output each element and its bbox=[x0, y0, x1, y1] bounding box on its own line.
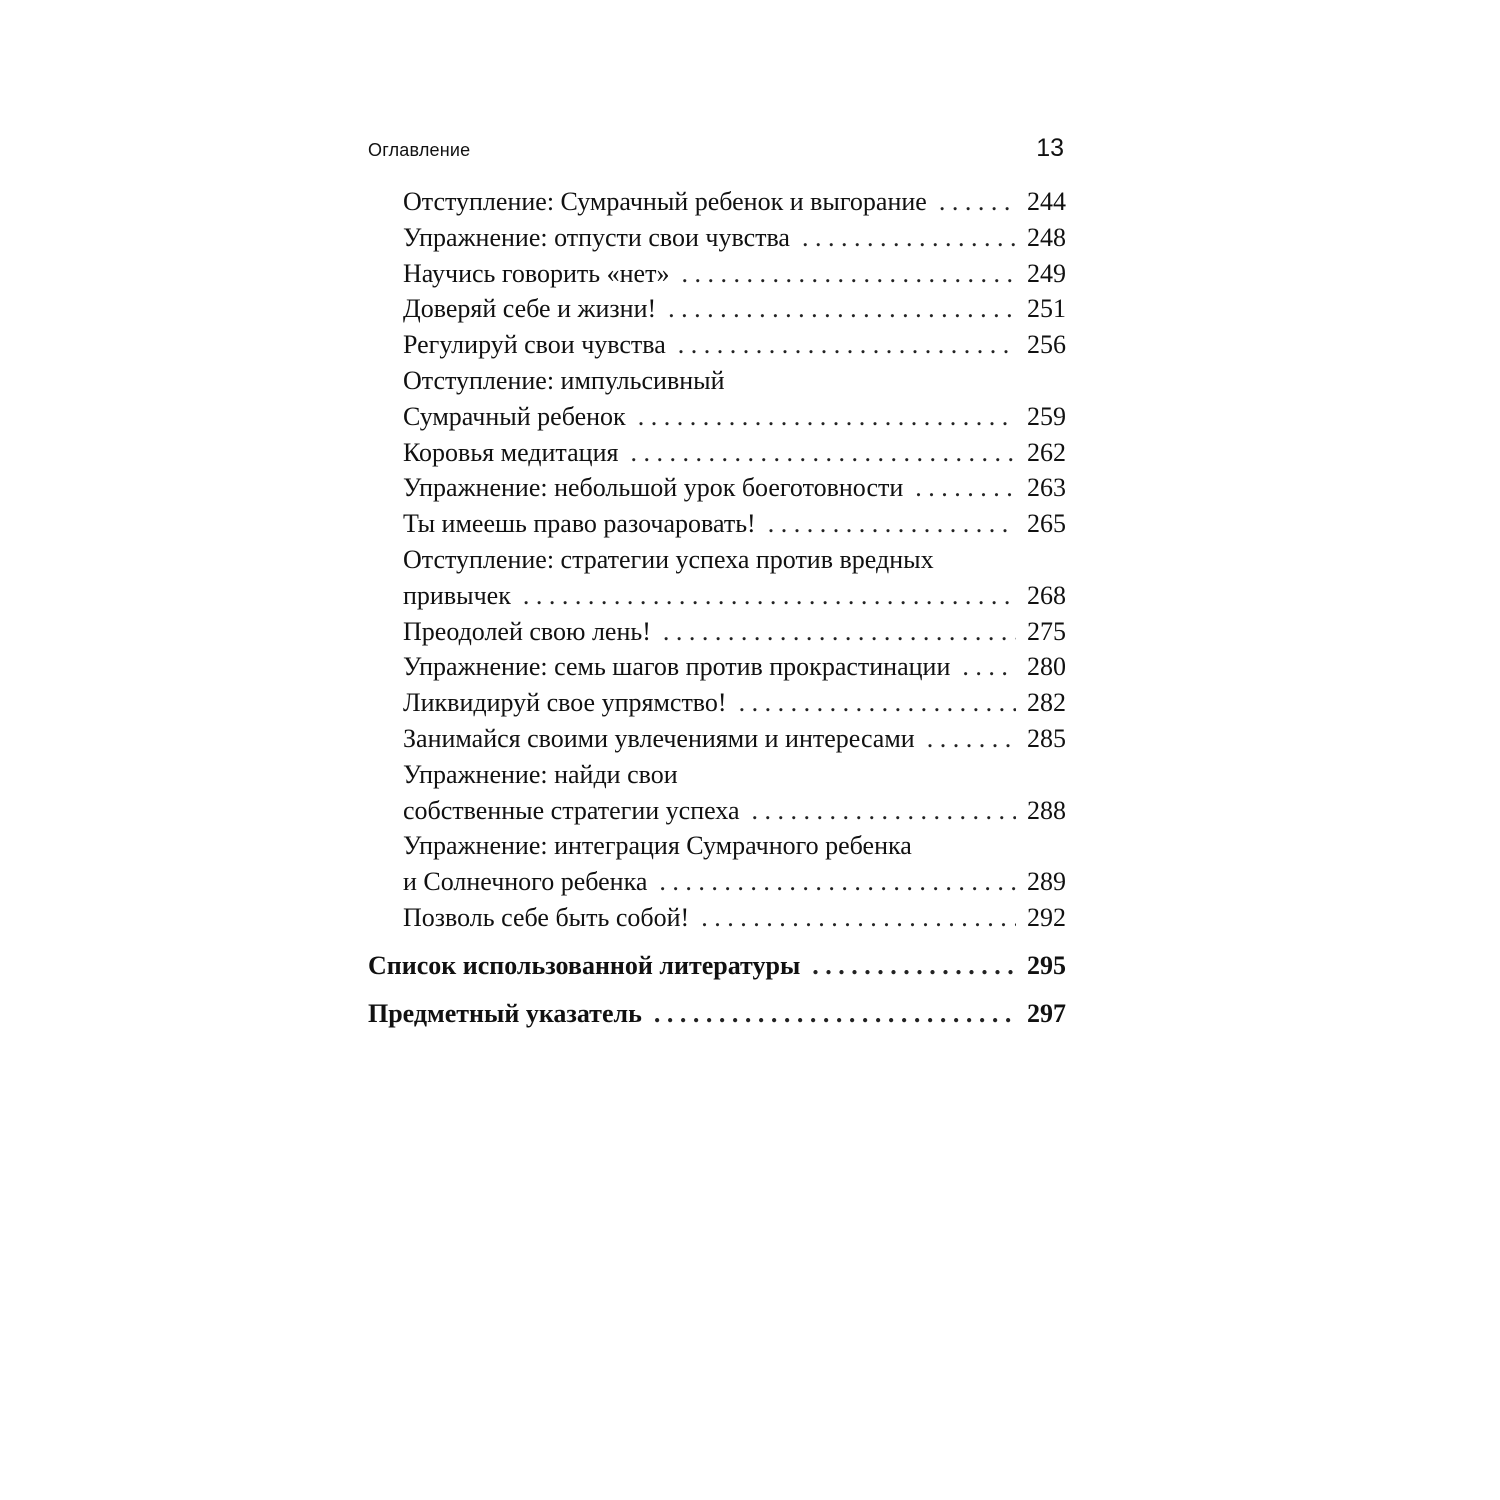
dot-leader bbox=[523, 578, 1016, 614]
toc-entry-page: 262 bbox=[1027, 437, 1066, 467]
toc-entry-title: и Солнечного ребенка bbox=[403, 867, 648, 897]
toc-entry-title: Регулируй свои чувства bbox=[403, 330, 666, 360]
toc-entry bbox=[368, 220, 1066, 256]
toc-entry-title: Упражнение: семь шагов против прокрастинации bbox=[403, 652, 951, 682]
toc-entry-page: 288 bbox=[1027, 795, 1066, 825]
dot-leader bbox=[638, 399, 1016, 435]
toc-entry-title: Отступление: Сумрачный ребенок и выгорание bbox=[403, 187, 927, 216]
dot-leader bbox=[630, 435, 1016, 471]
toc-entry bbox=[368, 649, 1066, 685]
toc-entry-page: 265 bbox=[1027, 509, 1066, 539]
toc-entry-title: Коровья медитация bbox=[403, 437, 619, 467]
toc-entry-title: Упражнение: отпусти свои чувства bbox=[403, 222, 790, 252]
toc-entry-title: Преодолей свою лень! bbox=[403, 616, 651, 646]
toc-major-entry-title: Предметный указатель bbox=[368, 998, 642, 1028]
toc-entry bbox=[368, 864, 1066, 900]
toc-entry-page: 251 bbox=[1027, 294, 1066, 324]
dot-leader bbox=[701, 900, 1016, 936]
toc-entry-first-line: Отступление: импульсивный bbox=[403, 365, 725, 395]
toc-entry bbox=[368, 900, 1066, 936]
toc-entry-title: собственные стратегии успеха bbox=[403, 795, 740, 825]
dot-leader bbox=[739, 685, 1016, 721]
toc-entry-page: 249 bbox=[1027, 258, 1066, 288]
toc-entry bbox=[368, 399, 1066, 435]
toc-entry bbox=[368, 721, 1066, 757]
toc-entry-first-line: Отступление: стратегии успеха против вредных bbox=[403, 544, 934, 574]
toc-entry-page: 275 bbox=[1027, 616, 1066, 646]
toc-major-entry bbox=[368, 948, 1066, 984]
toc-entry-title: Ты имеешь право разочаровать! bbox=[403, 509, 756, 539]
dot-leader bbox=[668, 291, 1016, 327]
dot-leader bbox=[663, 614, 1016, 650]
dot-leader bbox=[802, 220, 1016, 256]
toc-entry-title: Доверяй себе и жизни! bbox=[403, 294, 657, 324]
toc-entry-title: Научись говорить «нет» bbox=[403, 258, 670, 288]
toc-entry-page: 263 bbox=[1027, 473, 1066, 503]
dot-leader bbox=[654, 996, 1016, 1032]
dot-leader bbox=[768, 506, 1016, 542]
toc-entry bbox=[368, 578, 1066, 614]
dot-leader bbox=[915, 470, 1016, 506]
toc-entry-page: 248 bbox=[1027, 222, 1066, 252]
toc-entry-title: привычек bbox=[403, 580, 511, 610]
toc-entry-title: Упражнение: небольшой урок боеготовности bbox=[403, 473, 904, 503]
dot-leader bbox=[939, 184, 1016, 220]
toc-entry-page: 285 bbox=[1027, 723, 1066, 753]
toc-major-entry bbox=[368, 996, 1066, 1032]
toc-entry bbox=[368, 435, 1066, 471]
toc-entry bbox=[368, 614, 1066, 650]
dot-leader bbox=[927, 721, 1016, 757]
toc-major-entry-page: 295 bbox=[1027, 950, 1066, 980]
dot-leader bbox=[752, 793, 1016, 829]
toc-entry-title: Ликвидируй свое упрямство! bbox=[403, 688, 727, 718]
toc-entry-page: 282 bbox=[1027, 688, 1066, 718]
book-page bbox=[368, 132, 1066, 1031]
running-head bbox=[368, 132, 1066, 176]
toc-entry-title: Позволь себе быть собой! bbox=[403, 902, 690, 932]
table-of-contents bbox=[368, 184, 1066, 1031]
toc-entry-page: 256 bbox=[1027, 330, 1066, 360]
toc-entry-page: 289 bbox=[1027, 867, 1066, 897]
toc-entry bbox=[368, 256, 1066, 292]
dot-leader bbox=[659, 864, 1016, 900]
toc-entry-page: 268 bbox=[1027, 580, 1066, 610]
toc-entry-page: 244 bbox=[1027, 187, 1066, 216]
toc-major-entry-title: Список использованной литературы bbox=[368, 950, 801, 980]
toc-entry-first-line: Упражнение: найди свои bbox=[403, 759, 678, 789]
toc-major-entry-page: 297 bbox=[1027, 998, 1066, 1028]
dot-leader bbox=[812, 948, 1016, 984]
running-head-section: Оглавление bbox=[368, 140, 471, 160]
toc-entry-title: Занимайся своими увлечениями и интересами bbox=[403, 723, 915, 753]
toc-entry-page: 259 bbox=[1027, 401, 1066, 431]
dot-leader bbox=[962, 649, 1016, 685]
toc-entry bbox=[368, 793, 1066, 829]
dot-leader bbox=[678, 327, 1016, 363]
dot-leader bbox=[681, 256, 1016, 292]
toc-entry-page: 280 bbox=[1027, 652, 1066, 682]
toc-entry bbox=[368, 184, 1066, 220]
toc-entry-page: 292 bbox=[1027, 902, 1066, 932]
toc-entry bbox=[368, 470, 1066, 506]
toc-entry bbox=[368, 291, 1066, 327]
toc-entry-first-line: Упражнение: интеграция Сумрачного ребенка bbox=[403, 831, 912, 861]
toc-entry bbox=[368, 506, 1066, 542]
page-number: 13 bbox=[1036, 134, 1064, 162]
toc-entry-title: Сумрачный ребенок bbox=[403, 401, 626, 431]
toc-entry bbox=[368, 685, 1066, 721]
toc-entry bbox=[368, 327, 1066, 363]
